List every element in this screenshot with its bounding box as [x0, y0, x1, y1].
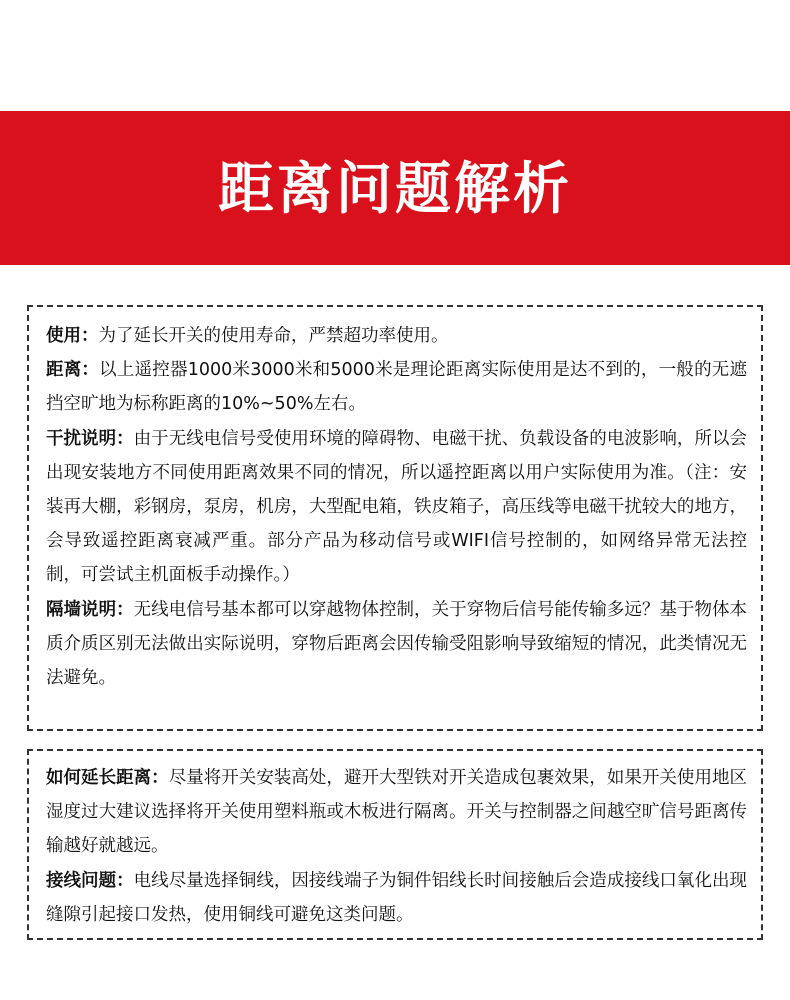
interference-label: 干扰说明：: [46, 428, 134, 449]
distance-label: 距离：: [46, 360, 100, 381]
wiring-label: 接线问题：: [46, 870, 134, 891]
interference-text: 由于无线电信号受使用环境的障碍物、电磁干扰、负载设备的电波影响，所以会出现安装地方不同使用距离效果不同的情况，所以遥控距离以用户实际使用为准。（注：安装再大棚，彩钢房，泵房，机房，大型配电箱，铁皮箱子，高压线等电磁干扰较大的地方，会导致遥控距离衰减严重。部分产品为移动信号或WIFI信号控制的，如网络异常无法控制，可尝试主机面板手动操作。）: [46, 428, 748, 586]
wall-paragraph: [46, 593, 747, 696]
title-banner: [0, 111, 790, 265]
tips-box: [27, 749, 763, 940]
distance-paragraph: [46, 353, 747, 421]
wiring-text: 电线尽量选择铜线，因接线端子为铜件铝线长时间接触后会造成接线口氧化出现缝隙引起接口发热，使用铜线可避免这类问题。: [46, 870, 748, 925]
distance-text: 以上遥控器1000米3000米和5000米是理论距离实际使用是达不到的，一般的无遮挡空旷地为标称距离的10%~50%左右。: [46, 360, 748, 415]
wall-label: 隔墙说明：: [46, 599, 134, 620]
wall-text: 无线电信号基本都可以穿越物体控制，关于穿物后信号能传输多远？基于物体本质介质区别无法做出实际说明，穿物后距离会因传输受阻影响导致缩短的情况，此类情况无法避免。: [46, 599, 748, 689]
page-title: 距离问题解析: [218, 157, 572, 222]
distance-info-box: [27, 305, 763, 731]
extend-distance-text: 尽量将开关安装高处，避开大型铁对开关造成包裹效果，如果开关使用地区湿度过大建议选择将开关使用塑料瓶或木板进行隔离。开关与控制器之间越空旷信号距离传输越好就越远。: [46, 768, 748, 857]
usage-paragraph: [46, 319, 747, 353]
usage-text: 为了延长开关的使用寿命，严禁超功率使用。: [98, 326, 449, 346]
extend-distance-label: 如何延长距离：: [46, 768, 169, 788]
usage-label: 使用：: [46, 326, 99, 346]
wiring-paragraph: [46, 864, 747, 932]
interference-paragraph: [46, 422, 747, 593]
extend-distance-paragraph: [46, 761, 747, 864]
